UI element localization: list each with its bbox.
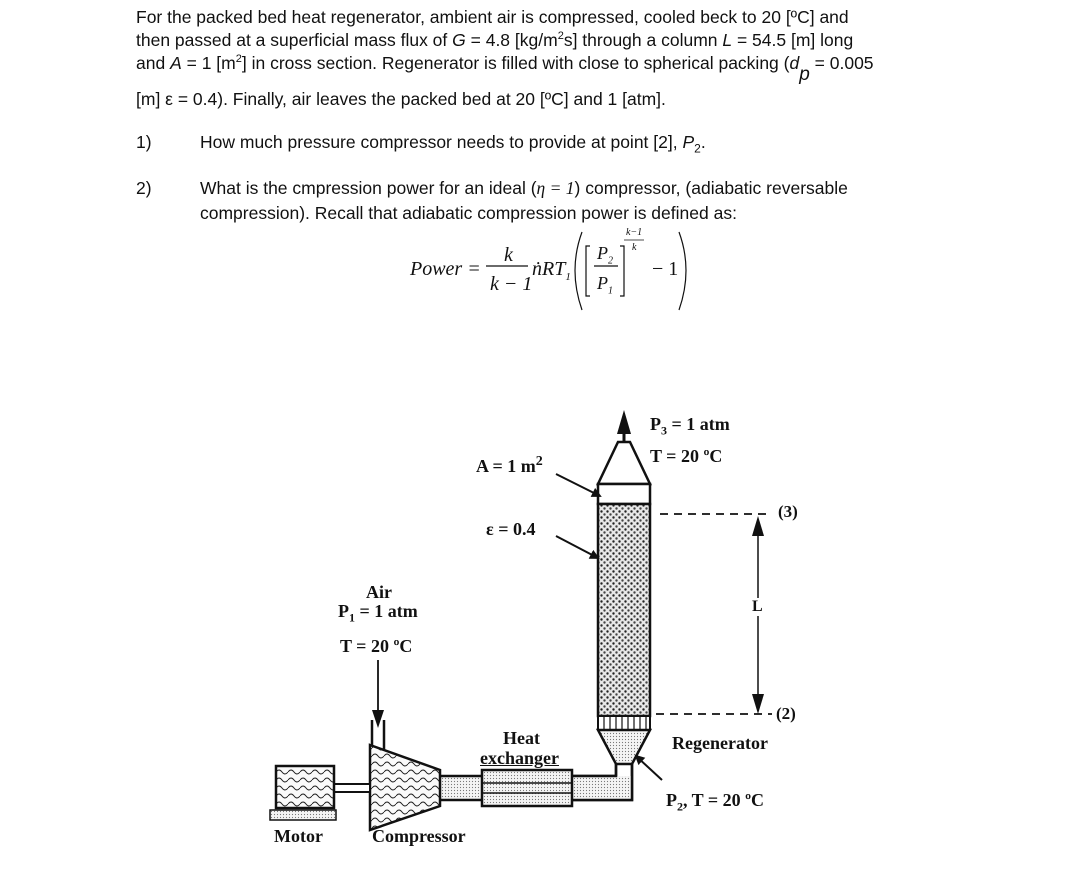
bottom-cone (598, 730, 650, 764)
eq-exp-num: k−1 (626, 227, 643, 238)
outlet-arrow-icon (617, 410, 631, 434)
eq-k-minus-1: k − 1 (490, 273, 533, 295)
intro-line-3c: ] in cross section. Regenerator is filled with close to spherical packing ( (241, 53, 790, 73)
label-point-3: (3) (778, 502, 798, 521)
question-2-number: 2) (136, 178, 152, 198)
eq-p2-sub: 2 (608, 255, 613, 267)
eq-nrt-sub: 1 (565, 271, 571, 283)
elbow-fill (572, 776, 632, 800)
var-l: L (722, 30, 733, 50)
p2-pointer-arrow (636, 756, 662, 780)
label-p1-sub: 1 (349, 610, 355, 625)
regenerator-top-cone (598, 442, 650, 484)
intro-line-4: [m] ε = 0.4). Finally, air leaves the packed bed at 20 [ºC] and 1 [atm]. (136, 89, 666, 109)
question-1a: How much pressure compressor needs to provide at point [2], (200, 132, 683, 152)
intro-line-3b: = 1 [m (181, 53, 236, 73)
label-p3 (650, 414, 730, 438)
label-point-2: (2) (776, 704, 796, 723)
motor-base (270, 810, 336, 820)
var-d: d (789, 53, 800, 73)
label-motor: Motor (274, 826, 323, 846)
eq-p1-text: P (597, 273, 608, 293)
question-1b: . (700, 132, 706, 152)
question-1-number: 1) (136, 132, 152, 152)
dimension-arrow-up-icon (752, 516, 764, 536)
intro-line-3a: and (136, 53, 171, 73)
label-p3-p: P (650, 414, 661, 434)
eq-minus-1: − 1 (652, 258, 679, 280)
label-t3: T = 20 ºC (650, 446, 723, 466)
eq-p1-sub: 1 (608, 285, 613, 297)
eq-p2-text: P (597, 243, 608, 263)
label-p3-sub: 3 (661, 423, 667, 438)
intro-line-2a: then passed at a superficial mass flux of (136, 30, 453, 50)
eq-nrt-text: ṅRT (532, 258, 566, 280)
intro-line-1: For the packed bed heat regenerator, ambient air is compressed, cooled beck to 20 [ºC] and (136, 7, 849, 27)
sub-2: 2 (694, 141, 701, 156)
sup-2b: 2 (235, 53, 242, 66)
label-area-text: A = 1 m (476, 456, 536, 476)
heat-exchanger (482, 770, 572, 806)
question-2a: What is the cmpression power for an ideal ( (200, 178, 537, 198)
pipe-segment (440, 776, 482, 800)
area-pointer-arrow (556, 474, 600, 496)
intro-line-2d: = 54.5 [m] long (732, 30, 854, 50)
eq-exp-den: k (632, 242, 637, 253)
label-exchanger: exchanger (480, 748, 559, 768)
label-t1: T = 20 ºC (340, 636, 413, 656)
label-p1 (338, 601, 418, 625)
column-top-space (598, 484, 650, 504)
intro-line-3e: = 0.005 (809, 53, 874, 73)
label-p2-t: , T = 20 ºC (683, 790, 765, 810)
var-g: G (452, 30, 466, 50)
label-p2-sub: 2 (677, 799, 683, 814)
label-eps: ε = 0.4 (486, 519, 536, 539)
intro-line-2c: s] through a column (563, 30, 723, 50)
label-regenerator: Regenerator (672, 733, 768, 753)
label-compressor: Compressor (372, 826, 466, 846)
eq-lhs: Power = (410, 258, 481, 280)
eta-equals-1: η = 1 (536, 178, 575, 198)
eq-right-paren (679, 232, 686, 310)
motor-shaft (334, 784, 370, 792)
packed-bed (598, 504, 650, 716)
label-p1-p: P (338, 601, 349, 621)
eq-right-square-bracket (620, 246, 624, 296)
label-heat: Heat (503, 728, 540, 748)
compressor-body (370, 745, 440, 830)
var-a: A (170, 53, 182, 73)
intro-line-2b: = 4.8 [kg/m (465, 30, 558, 50)
motor-body (276, 766, 334, 808)
question-2b: ) compressor, (adiabatic reversable (574, 178, 848, 198)
dimension-arrow-down-icon (752, 694, 764, 714)
eq-left-paren (575, 232, 582, 310)
label-p1-val: = 1 atm (355, 601, 418, 621)
label-length: L (752, 598, 763, 615)
label-p2-p: P (666, 790, 677, 810)
label-area-sup: 2 (535, 454, 543, 469)
label-p3-val: = 1 atm (667, 414, 730, 434)
question-2-line-2: compression). Recall that adiabatic compression power is defined as: (200, 203, 737, 223)
eq-left-square-bracket (586, 246, 590, 296)
sub-p: p (799, 63, 810, 85)
label-p2 (666, 790, 765, 814)
var-p2: P (682, 132, 695, 152)
eps-pointer-arrow (556, 536, 598, 558)
eq-k: k (504, 244, 513, 266)
support-grid (598, 716, 650, 730)
label-air: Air (366, 582, 392, 602)
label-area (476, 456, 543, 477)
sup-2a: 2 (557, 30, 564, 43)
air-inlet-arrow-icon (372, 710, 384, 728)
